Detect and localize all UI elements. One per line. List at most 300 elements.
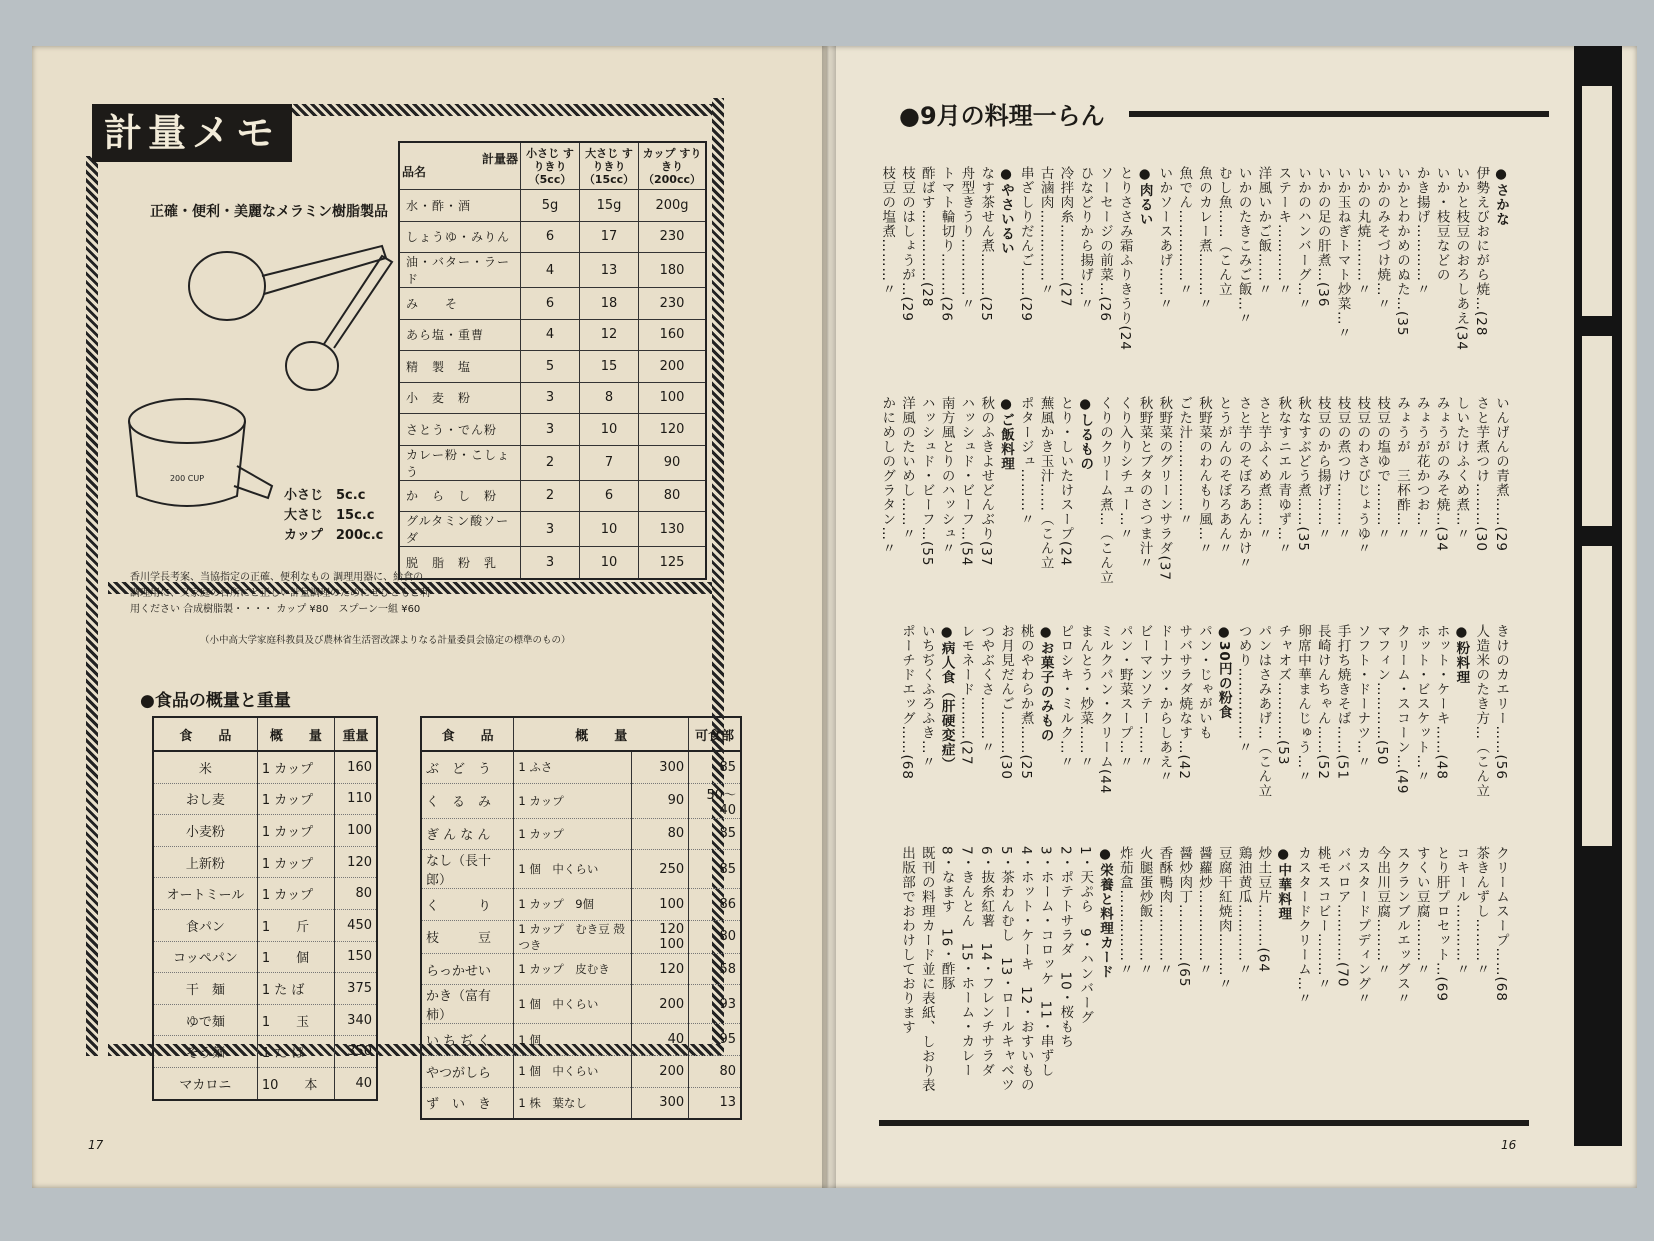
- food-weight: 300: [632, 751, 689, 783]
- food-weight: 120: [335, 846, 377, 878]
- measure-item-name: 小 麦 粉: [399, 382, 521, 414]
- menu-entry: ビーマンソテー……〃: [1136, 624, 1153, 769]
- menu-entry: ハッシュド・ビーフ…(54: [958, 396, 975, 567]
- food-edible-pct: 80: [689, 920, 741, 953]
- food-edible-pct: 85: [689, 850, 741, 889]
- menu-entry: 洋風いかご飯……〃: [1255, 166, 1272, 297]
- menu-entry: パン・野菜スープ…〃: [1116, 624, 1133, 769]
- food-amount: 1 個 中くらい: [514, 985, 632, 1024]
- large-spoon-handle: [262, 246, 386, 294]
- food-name: ゆで麺: [153, 1004, 257, 1036]
- menu-entry: いかの足の肝煮…(36: [1314, 166, 1331, 308]
- measure-value: 120: [639, 414, 707, 446]
- legend-cup: カップ 200c.c: [284, 528, 384, 543]
- menu-entry: いかのたきこみご飯…〃: [1235, 166, 1252, 326]
- measure-row: [399, 445, 706, 480]
- menu-entry: クリームスープ……(68: [1493, 846, 1509, 1002]
- menu-entry: まんとう・炒菜……〃: [1077, 624, 1094, 769]
- bottom-rule: [879, 1120, 1529, 1126]
- measure-value: 10: [580, 414, 639, 446]
- food-b-row: [421, 889, 741, 921]
- measure-value: 160: [639, 319, 707, 351]
- menu-entry: ポーチドエッグ……(68: [899, 624, 915, 780]
- food-edible-pct: 58: [689, 953, 741, 985]
- food-amount: 1 カップ: [257, 878, 334, 910]
- menu-entry: ひなどりから揚げ…〃: [1077, 166, 1094, 311]
- cup-body: [129, 421, 245, 506]
- magazine-spread: [32, 46, 1622, 1188]
- menu-entry: 醤炒肉丁…………(65: [1176, 846, 1193, 988]
- menu-entry: カスタードプディング〃: [1354, 846, 1371, 1006]
- menu-entry: 枝豆のから揚げ……〃: [1314, 396, 1331, 541]
- measure-value: 3: [521, 512, 580, 547]
- menu-entry: ●やさいるい: [998, 166, 1014, 256]
- food-a-header-weight: 重量: [335, 717, 377, 751]
- menu-entry: みょうが 三杯酢…〃: [1394, 396, 1410, 541]
- menu-entry: 卵席中華まんじゅう…〃: [1295, 624, 1311, 784]
- measure-value: 6: [521, 221, 580, 253]
- food-weight: 80: [632, 818, 689, 850]
- menu-entry: 炸茄盒……………〃: [1116, 846, 1133, 977]
- menu-entry: さと芋煮つけ………(30: [1473, 396, 1490, 552]
- menu-entry: ポタージュ………〃: [1017, 396, 1034, 527]
- measure-value: 4: [521, 253, 580, 288]
- measure-value: 200: [639, 351, 707, 383]
- menu-entry: 4・ホット・ケーキ 12・おすいもの: [1017, 846, 1034, 1093]
- menu-entry: 秋野菜のわんもり風…〃: [1196, 396, 1212, 556]
- menu-entry: いちぢくふろふき…〃: [918, 624, 935, 769]
- food-a-row: [153, 1036, 377, 1068]
- menu-entry: ●30円の粉食: [1215, 624, 1232, 720]
- measure-value: 200g: [639, 190, 707, 222]
- small-spoon-bowl: [286, 342, 338, 390]
- menu-entry: ●お菓子のみもの: [1037, 624, 1054, 743]
- measure-value: 230: [639, 221, 707, 253]
- menu-entry: 既刊の料理カード並に表紙、しおり表: [918, 846, 935, 1093]
- menu-entry: いんげんの青煮……(29: [1493, 396, 1509, 552]
- cup-rim: [129, 399, 245, 443]
- menu-entry: コキール…………〃: [1453, 846, 1470, 977]
- menu-entry: ●ご飯料理: [998, 396, 1014, 471]
- measure-row: [399, 190, 706, 222]
- menu-entry: 蕪風かき玉汁……（こん立: [1037, 396, 1054, 570]
- food-edible-pct: 85: [689, 751, 741, 783]
- menu-entry: いか・枝豆などの: [1433, 166, 1450, 282]
- measure-value: 90: [639, 445, 707, 480]
- menu-entry: ●中華料理: [1275, 846, 1292, 921]
- menu-entry: いか玉ねぎトマト炒菜…〃: [1334, 166, 1351, 340]
- food-amount: 1 個 中くらい: [514, 850, 632, 889]
- food-a-row: [153, 973, 377, 1005]
- food-name: らっかせい: [421, 953, 514, 985]
- menu-entry: ●肉るい: [1136, 166, 1153, 227]
- food-weight: 150: [335, 941, 377, 973]
- menu-entry: 桃のやわらか煮……(25: [1017, 624, 1034, 780]
- measure-item-name: カレー粉・こしょう: [399, 445, 521, 480]
- menu-list-title: ●9月の料理一らん: [899, 102, 1105, 130]
- food-weight: 160: [335, 751, 377, 783]
- menu-entry: 枝豆の煮つけ………〃: [1334, 396, 1351, 541]
- food-amount: 1 個: [514, 1024, 632, 1056]
- food-a-row: [153, 815, 377, 847]
- food-weight: 100: [632, 889, 689, 921]
- food-name: ぶ ど う: [421, 751, 514, 783]
- food-edible-pct: 50〜40: [689, 783, 741, 818]
- measure-row: [399, 382, 706, 414]
- food-table-b: [420, 716, 742, 1120]
- food-b-row: [421, 818, 741, 850]
- measure-value: 10: [580, 547, 639, 579]
- menu-entry: 桃モスコビー………〃: [1314, 846, 1331, 991]
- food-weight: 100: [335, 815, 377, 847]
- food-a-row: [153, 909, 377, 941]
- title-rule: [1129, 111, 1549, 117]
- measure-row: [399, 288, 706, 320]
- food-weight: 350: [335, 1036, 377, 1068]
- menu-entry: パンはさみあげ…（こん立: [1255, 624, 1272, 798]
- food-amount: 1 カップ 皮むき: [514, 953, 632, 985]
- menu-entry: パン・じゃがいも: [1196, 624, 1212, 740]
- food-amount: 1 カップ: [257, 783, 334, 815]
- menu-entry: 手打ち焼きそば……(51: [1334, 624, 1351, 780]
- measure-value: 15g: [580, 190, 639, 222]
- menu-entry: 長崎けんちゃん……(52: [1314, 624, 1331, 780]
- measure-value: 100: [639, 382, 707, 414]
- menu-entry: みょうが花かつお…〃: [1413, 396, 1430, 541]
- food-a-header-item: 食 品: [153, 717, 257, 751]
- menu-entry: 南方風とりのハッシュ〃: [938, 396, 955, 556]
- menu-entry: ピロシキ・ミルク…〃: [1057, 624, 1074, 769]
- measure-item-name: しょうゆ・みりん: [399, 221, 521, 253]
- menu-entry: 8・なます 16・酢豚: [938, 846, 955, 991]
- menu-entry: 枝豆のわさびじょうゆ〃: [1354, 396, 1371, 556]
- food-weight: 40: [335, 1067, 377, 1099]
- menu-entry: 3・ホーム・コロッケ 11・串ずし: [1037, 846, 1054, 1078]
- measure-item-name: 水・酢・酒: [399, 190, 521, 222]
- food-name: く る み: [421, 783, 514, 818]
- menu-entry: とり肝プロセット…(69: [1433, 846, 1450, 1002]
- food-a-row: [153, 941, 377, 973]
- measure-item-name: み そ: [399, 288, 521, 320]
- food-name: かき（富有柿）: [421, 985, 514, 1024]
- menu-entry: 香酥鴨肉…………〃: [1156, 846, 1173, 977]
- food-edible-pct: 93: [689, 985, 741, 1024]
- measure-row: [399, 253, 706, 288]
- measure-item-name: か ら し 粉: [399, 480, 521, 512]
- checker-border-left: [86, 156, 98, 1056]
- small-spoon-handle: [324, 256, 392, 348]
- food-name: く り: [421, 889, 514, 921]
- menu-entry: つめり……………〃: [1235, 624, 1252, 755]
- food-weight: 90: [632, 783, 689, 818]
- menu-entry: ホット・ケーキ……(48: [1433, 624, 1450, 780]
- menu-entry: 魚のカレー煮………〃: [1196, 166, 1212, 311]
- edge-strip-2: [1582, 336, 1612, 526]
- measure-item-name: さとう・でん粉: [399, 414, 521, 446]
- measure-value: 8: [580, 382, 639, 414]
- menu-entry: ソフト・ドーナツ…〃: [1354, 624, 1371, 769]
- menu-entry: 魚でん……………〃: [1176, 166, 1193, 297]
- menu-entry: いかとわかめのぬた…(35: [1394, 166, 1410, 337]
- menu-entry: 枝豆のはしょうが…(29: [899, 166, 915, 322]
- menu-entry: いかの丸焼………〃: [1354, 166, 1371, 297]
- food-amount: 1 玉: [257, 1004, 334, 1036]
- food-a-row: [153, 751, 377, 783]
- menu-entry: ●粉料理: [1453, 624, 1470, 685]
- measure-value: 15: [580, 351, 639, 383]
- menu-entry: さと芋のそぼろあんかけ〃: [1235, 396, 1252, 570]
- menu-entry: 古滷肉……………〃: [1037, 166, 1054, 297]
- food-b-row: [421, 920, 741, 953]
- food-amount: 1 た ば: [257, 1036, 334, 1068]
- food-weight: 40: [632, 1024, 689, 1056]
- food-b-row: [421, 1055, 741, 1087]
- menu-entry: 酢ばす……………(28: [918, 166, 935, 308]
- menu-entry: 7・きんとん 15・ホーム・カレー: [958, 846, 975, 1078]
- food-amount: 1 株 葉なし: [514, 1087, 632, 1119]
- food-amount: 10 本: [257, 1067, 334, 1099]
- food-name: 食パン: [153, 909, 257, 941]
- menu-entry: マフィン…………(50: [1374, 624, 1391, 766]
- menu-entry: サバサラダ焼なす…(42: [1176, 624, 1193, 780]
- menu-entry: トマト輪切り………(26: [938, 166, 955, 322]
- menu-entry: お月見だんご………(30: [998, 624, 1014, 780]
- food-edible-pct: 80: [689, 1055, 741, 1087]
- checker-border-top: [288, 104, 712, 116]
- menu-entry: さと芋ふくめ煮……〃: [1255, 396, 1272, 541]
- food-b-row: [421, 1024, 741, 1056]
- measure-row: [399, 221, 706, 253]
- cup-mark: 200 CUP: [169, 474, 205, 483]
- measure-table: [398, 141, 707, 580]
- food-amount: 1 カップ むき豆 殻つき: [514, 920, 632, 953]
- food-amount: 1 カップ: [257, 846, 334, 878]
- menu-entry: クリーム・スコーン…(49: [1394, 624, 1410, 795]
- large-spoon-bowl: [189, 252, 265, 320]
- food-weight: 375: [335, 973, 377, 1005]
- food-a-row: [153, 783, 377, 815]
- menu-entry: ●しるもの: [1077, 396, 1094, 471]
- menu-entry: 枝豆の塩煮………〃: [879, 166, 896, 297]
- food-weight: 80: [335, 878, 377, 910]
- measure-row: [399, 351, 706, 383]
- food-b-row: [421, 953, 741, 985]
- menu-entry: 秋なすニエル青ゆず…〃: [1275, 396, 1292, 556]
- food-name: オートミール: [153, 878, 257, 910]
- food-name: おし麦: [153, 783, 257, 815]
- menu-entry: ●病人食（肝硬変症）: [938, 624, 955, 772]
- menu-entry: とり・しいたけスープ(24: [1057, 396, 1074, 567]
- food-edible-pct: 86: [689, 889, 741, 921]
- food-name: 枝 豆: [421, 920, 514, 953]
- food-name: い ち ぢ く: [421, 1024, 514, 1056]
- food-weight: 120 100: [632, 920, 689, 953]
- legend-large-spoon: 大さじ 15c.c: [284, 508, 375, 523]
- food-weight: 450: [335, 909, 377, 941]
- menu-entry: ホット・ビスケット…〃: [1413, 624, 1430, 784]
- menu-entry: 6・抜糸紅薯 14・フレンチサラダ: [978, 846, 995, 1078]
- food-table-a: [152, 716, 378, 1101]
- spine-gutter: [822, 46, 836, 1188]
- menu-entry: 2・ポテトサラダ 10・桜もち: [1057, 846, 1074, 1049]
- spoon-legend: [284, 486, 383, 546]
- menu-entry: ババロア…………(70: [1334, 846, 1351, 988]
- menu-entry: 枝豆の塩ゆで………〃: [1374, 396, 1391, 541]
- food-a-row: [153, 846, 377, 878]
- measure-item-name: 脱 脂 粉 乳: [399, 547, 521, 579]
- measure-value: 2: [521, 480, 580, 512]
- menu-entry: 洋風のたいめし……〃: [899, 396, 915, 541]
- menu-entry: なす茶せん煮………(25: [978, 166, 995, 322]
- food-b-header-amount: 概 量: [514, 717, 689, 751]
- menu-entry: 串ざしりだんご……(29: [1017, 166, 1034, 322]
- measure-value: 230: [639, 288, 707, 320]
- measure-value: 5g: [521, 190, 580, 222]
- measure-value: 18: [580, 288, 639, 320]
- food-name: やつがしら: [421, 1055, 514, 1087]
- menu-entry: ●栄養と料理カード: [1097, 846, 1113, 979]
- menu-entry: いかと枝豆のおろしあえ(34: [1453, 166, 1470, 351]
- food-a-header-amount: 概 量: [257, 717, 334, 751]
- menu-entry: ごた汁……………〃: [1176, 396, 1193, 527]
- menu-entry: ソーセージの前菜…(26: [1097, 166, 1113, 322]
- menu-entry: ハッシュド・ビーフ…(55: [918, 396, 935, 567]
- food-a-row: [153, 1004, 377, 1036]
- menu-entry: かにめしのグラタン…〃: [879, 396, 896, 556]
- measure-item-name: 精 製 塩: [399, 351, 521, 383]
- food-amount: 1 斤: [257, 909, 334, 941]
- menu-entry: 冷拌肉糸…………(27: [1057, 166, 1074, 308]
- edge-strip-1: [1582, 86, 1612, 316]
- menu-entry: 豆腐干紅焼肉………〃: [1215, 846, 1232, 991]
- food-amount: 1 カップ: [257, 751, 334, 783]
- menu-entry: チャオズ…………(53: [1275, 624, 1292, 766]
- measure-row: [399, 414, 706, 446]
- measure-row: [399, 512, 706, 547]
- menu-entry: くり入りシチュー…〃: [1116, 396, 1133, 541]
- measure-value: 80: [639, 480, 707, 512]
- food-a-row: [153, 878, 377, 910]
- menu-entry: 秋野菜のグリーンサラダ(37: [1156, 396, 1173, 581]
- menu-entry: 1・天ぷら 9・ハンバーグ: [1077, 846, 1094, 1025]
- measure-value: 13: [580, 253, 639, 288]
- measure-row: [399, 547, 706, 579]
- measure-header-name: 計量器 品名: [399, 142, 521, 190]
- edge-strip-3: [1582, 546, 1612, 846]
- food-b-row: [421, 850, 741, 889]
- menu-entry: 人造米のたき方…（こん立: [1473, 624, 1490, 798]
- menu-entry: とうがんのそぼろあん〃: [1215, 396, 1232, 556]
- menu-entry: とりささみ霜ふりきうり(24: [1116, 166, 1133, 351]
- menu-entry: ●さかな: [1493, 166, 1509, 227]
- menu-entry: いかのみそづけ焼…〃: [1374, 166, 1391, 311]
- menu-entry: ステーキ…………〃: [1275, 166, 1292, 297]
- right-page: [827, 46, 1637, 1188]
- measure-item-name: あら塩・重曹: [399, 319, 521, 351]
- food-b-row: [421, 783, 741, 818]
- menu-entry: カスタードクリーム…〃: [1295, 846, 1311, 1006]
- food-weight: 250: [632, 850, 689, 889]
- measure-value: 5: [521, 351, 580, 383]
- food-name: 米: [153, 751, 257, 783]
- product-notes: 香川学長考案、当協指定の正確、便利なもの 調理用器に、給食の調理用に、又家庭の台所にと正しい計量調理のためにぜひともご利用ください 合成樹脂製・・・・ カップ ¥80 スプーン一組 ¥60: [130, 572, 430, 615]
- food-edible-pct: 13: [689, 1087, 741, 1119]
- menu-entry: つやぶくさ………〃: [978, 624, 995, 755]
- menu-entry: スクランブルエッグス〃: [1394, 846, 1410, 1006]
- food-name: 上新粉: [153, 846, 257, 878]
- menu-entry: 醤蘿炒……………〃: [1196, 846, 1212, 977]
- food-weight: 340: [335, 1004, 377, 1036]
- measure-footnote: （小中高大学家庭科教員及び農林省生活習改課よりなる計量委員会協定の標準のもの）: [200, 635, 571, 646]
- measure-row: [399, 319, 706, 351]
- food-weight: 300: [632, 1087, 689, 1119]
- page-number-right: 16: [1501, 1138, 1517, 1152]
- food-name: 干 麺: [153, 973, 257, 1005]
- menu-entry: 舟型きうり…………〃: [958, 166, 975, 311]
- food-name: コッペパン: [153, 941, 257, 973]
- food-weight: 200: [632, 1055, 689, 1087]
- food-amount: 1 個: [257, 941, 334, 973]
- food-name: ぎ ん な ん: [421, 818, 514, 850]
- measure-value: 180: [639, 253, 707, 288]
- food-amount: 1 カップ: [514, 818, 632, 850]
- measure-header-small: 小さじ すりきり（5cc）: [521, 142, 580, 190]
- food-amount: 1 ふさ: [514, 751, 632, 783]
- food-edible-pct: 85: [689, 818, 741, 850]
- measure-value: 130: [639, 512, 707, 547]
- food-b-row: [421, 1087, 741, 1119]
- menu-entry: すくい豆腐………〃: [1413, 846, 1430, 977]
- menu-entry: しいたけふくめ煮…〃: [1453, 396, 1470, 541]
- memo-title: 計量メモ: [92, 104, 292, 162]
- measure-item-name: グルタミン酸ソーダ: [399, 512, 521, 547]
- food-name: ず い き: [421, 1087, 514, 1119]
- menu-entry: 出版部でおわけしております: [899, 846, 915, 1035]
- food-edible-pct: 95: [689, 1024, 741, 1056]
- food-table-heading: ●食品の概量と重量: [140, 691, 291, 711]
- measure-value: 6: [521, 288, 580, 320]
- food-name: そう麺: [153, 1036, 257, 1068]
- menu-entry: みょうがのみそ焼…(34: [1433, 396, 1450, 552]
- menu-entry: 今出川豆腐………〃: [1374, 846, 1391, 977]
- menu-entry: きけのカエリー……(56: [1493, 624, 1509, 780]
- left-page: [32, 46, 827, 1188]
- measure-value: 17: [580, 221, 639, 253]
- food-amount: 1 た ば: [257, 973, 334, 1005]
- measure-value: 3: [521, 382, 580, 414]
- food-weight: 110: [335, 783, 377, 815]
- food-amount: 1 個 中くらい: [514, 1055, 632, 1087]
- menu-entry: 鶏油黄瓜…………〃: [1235, 846, 1252, 977]
- menu-entry: かき揚げ…………〃: [1413, 166, 1430, 297]
- measure-value: 6: [580, 480, 639, 512]
- menu-entry: 炒土豆片………(64: [1255, 846, 1272, 973]
- measure-value: 3: [521, 547, 580, 579]
- memo-subtitle: 正確・便利・美麗なメラミン樹脂製品: [150, 204, 388, 220]
- measure-header-cup: カップ すりきり（200cc）: [639, 142, 707, 190]
- legend-small-spoon: 小さじ 5c.c: [284, 488, 366, 503]
- menu-entry: レモネード………(27: [958, 624, 975, 766]
- food-b-header-item: 食 品: [421, 717, 514, 751]
- menu-entry: いかソースあげ……〃: [1156, 166, 1173, 311]
- measure-value: 4: [521, 319, 580, 351]
- next-page-edge: [1574, 46, 1622, 1146]
- measure-value: 12: [580, 319, 639, 351]
- food-b-row: [421, 985, 741, 1024]
- food-amount: 1 カップ 9個: [514, 889, 632, 921]
- food-name: マカロニ: [153, 1067, 257, 1099]
- measure-value: 2: [521, 445, 580, 480]
